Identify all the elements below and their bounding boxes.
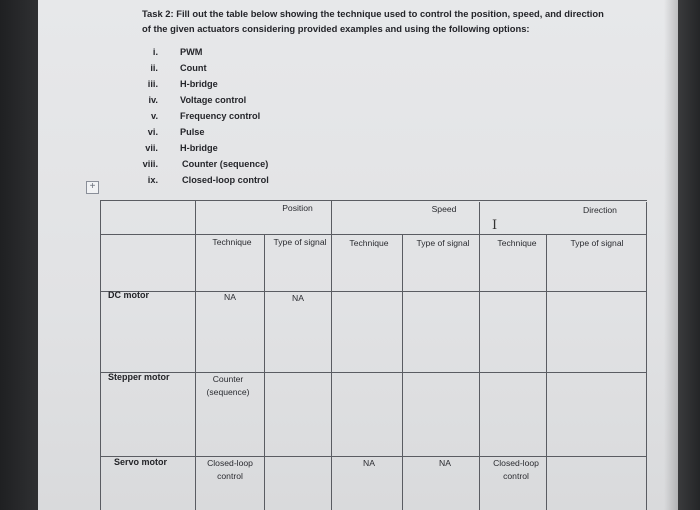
- subheader-direction-signal: Type of signal: [570, 238, 624, 248]
- cell-servo-position-technique: Closed-loop control: [207, 458, 253, 481]
- subheader-position-signal: Type of signal: [273, 237, 327, 247]
- row-label-servo-motor: Servo motor: [114, 457, 168, 467]
- group-header-direction: Direction: [583, 205, 617, 215]
- group-header-position: Position: [282, 203, 313, 213]
- table-border-top: [100, 200, 647, 201]
- subheader-position-technique: Technique: [212, 237, 252, 247]
- table-border-left: [100, 200, 101, 510]
- control-techniques-table: [100, 198, 660, 510]
- option-label: H-bridge: [180, 79, 218, 89]
- option-label: Pulse: [180, 127, 205, 137]
- option-label: Frequency control: [180, 111, 261, 121]
- option-label: Voltage control: [180, 95, 247, 105]
- option-label: Count: [180, 63, 207, 73]
- subheader-direction-technique: Technique: [497, 238, 537, 248]
- option-label: Counter (sequence): [182, 159, 269, 169]
- cell-servo-speed-signal: NA: [439, 458, 451, 468]
- cell-dc-position-signal: NA: [292, 293, 304, 303]
- cell-servo-direction-technique: Closed-loop control: [493, 458, 539, 481]
- screen-bezel-right: [678, 0, 700, 510]
- table-row-divider: [100, 372, 647, 373]
- table-row-divider: [100, 234, 647, 235]
- subheader-speed-signal: Type of signal: [416, 238, 470, 248]
- worksheet-page: Task 2: Fill out the table below showing the technique used to control the position, speed, and direction of the given actuators considering provided examples and using the following options: i. PWM ii. Count iii. H-bridge iv. Voltage control v. Frequency control vi. Pulse vii. H-bridge viii. Counter (sequence) ix. Closed-loop control + Position Speed Direction Technique Type of signal Technique Type of signal Technique Type of signal I DC motor Stepper motor Servo motor NA NA Counter (sequence) Closed-loop control NA NA Closed-loop control: [38, 0, 678, 510]
- option-label: PWM: [180, 47, 203, 57]
- task-line-1: Task 2: Fill out the table below showing the technique used to control the position, speed, and direction: [142, 8, 604, 19]
- cell-servo-speed-technique: NA: [363, 458, 375, 468]
- text-cursor-icon: I: [492, 218, 498, 233]
- option-label: Closed-loop control: [182, 175, 269, 185]
- table-row-divider: [100, 291, 647, 292]
- table-col-divider: [195, 200, 196, 510]
- cell-stepper-position-technique: Counter (sequence): [206, 374, 250, 397]
- plus-box-icon[interactable]: +: [86, 181, 99, 194]
- group-header-speed: Speed: [431, 204, 457, 214]
- task-line-2: of the given actuators considering provided examples and using the following options:: [142, 23, 530, 34]
- row-label-dc-motor: DC motor: [108, 290, 149, 300]
- row-label-stepper-motor: Stepper motor: [108, 372, 170, 382]
- screen-bezel-left: [0, 0, 38, 510]
- subheader-speed-technique: Technique: [349, 238, 389, 248]
- option-label: H-bridge: [180, 143, 218, 153]
- page-edge-shadow: [664, 0, 678, 510]
- table-border-right: [646, 202, 647, 510]
- task-instructions: [142, 6, 662, 36]
- cell-dc-position-technique: NA: [224, 292, 236, 302]
